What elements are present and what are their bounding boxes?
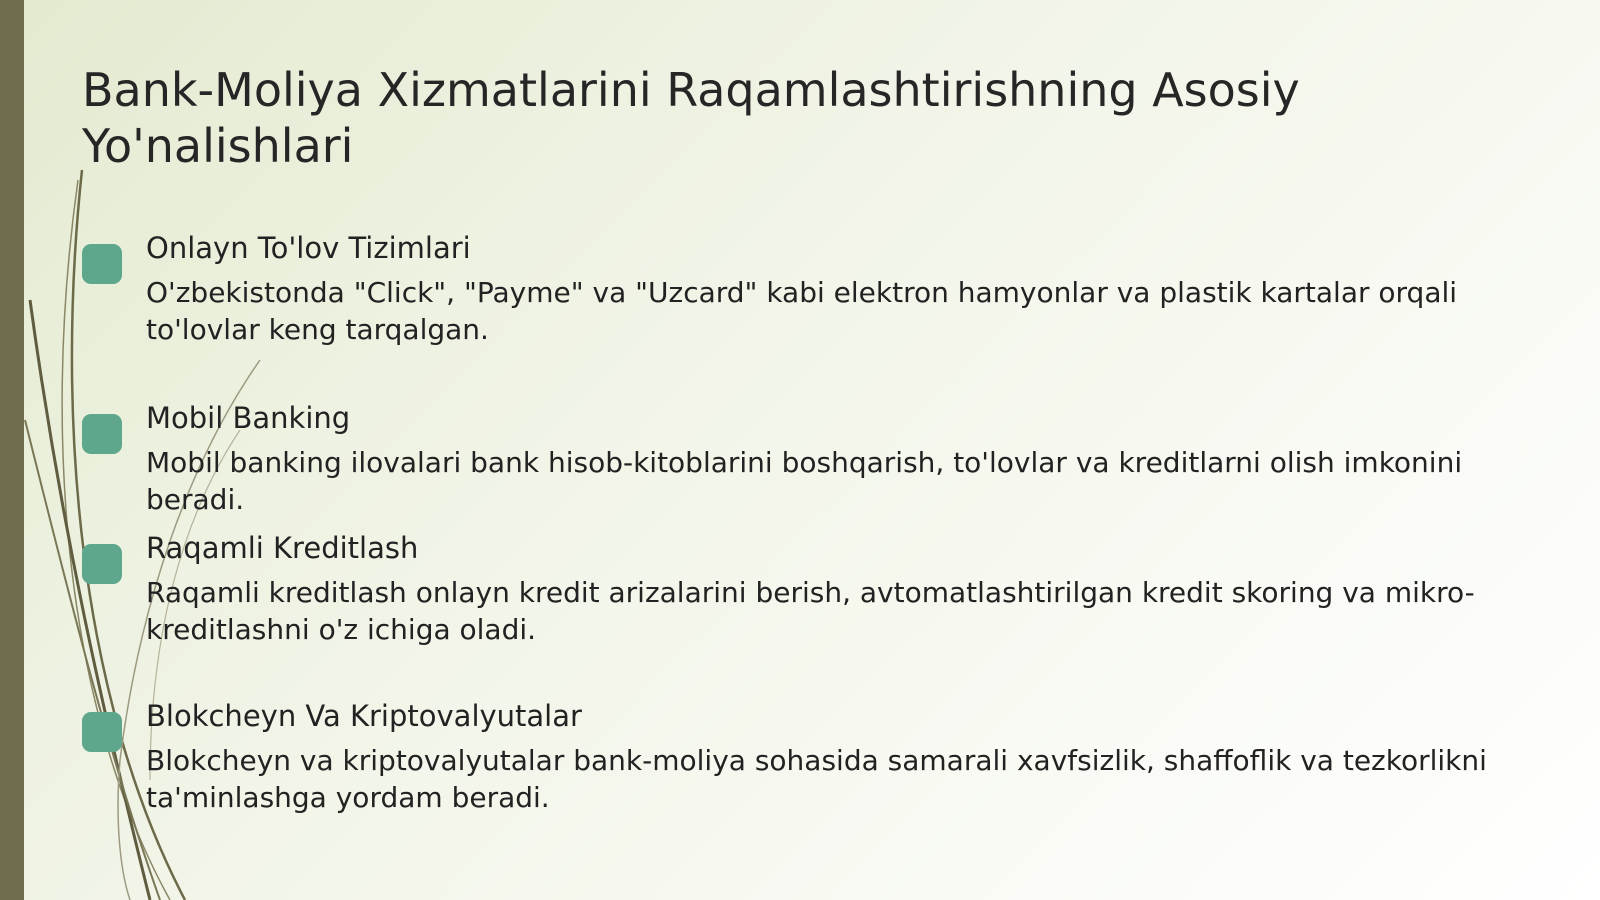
bullet-square-icon	[82, 712, 122, 752]
item-text: Mobil banking ilovalari bank hisob-kitoblarini boshqarish, to'lovlar va kreditlarni olish imkonini beradi.	[146, 446, 1463, 516]
content-list	[80, 230, 1580, 828]
item-heading: Raqamli Kreditlash	[146, 531, 419, 565]
bullet-square-icon	[82, 544, 122, 584]
item-heading: Onlayn To'lov Tizimlari	[146, 231, 471, 265]
item-text: Blokcheyn va kriptovalyutalar bank-moliya sohasida samarali xavfsizlik, shaffoflik va tezkorlikni ta'minlashga yordam beradi.	[146, 744, 1487, 814]
bullet-square-icon	[82, 244, 122, 284]
list-item	[80, 400, 1580, 530]
item-text: O'zbekistonda "Click", "Payme" va "Uzcard" kabi elektron hamyonlar va plastik kartalar orqali to'lovlar keng tarqalgan.	[146, 276, 1458, 346]
left-accent-bar	[0, 0, 24, 900]
item-heading: Mobil Banking	[146, 401, 351, 435]
list-item	[80, 230, 1580, 400]
item-text: Raqamli kreditlash onlayn kredit arizalarini berish, avtomatlashtirilgan kredit skoring va mikro-kreditlashni o'z ichiga oladi.	[146, 576, 1475, 646]
bullet-square-icon	[82, 414, 122, 454]
slide-title: Bank-Moliya Xizmatlarini Raqamlashtirishning Asosiy Yo'nalishlari	[82, 63, 1300, 173]
item-heading: Blokcheyn Va Kriptovalyutalar	[146, 699, 582, 733]
list-item	[80, 698, 1580, 828]
list-item	[80, 530, 1580, 698]
